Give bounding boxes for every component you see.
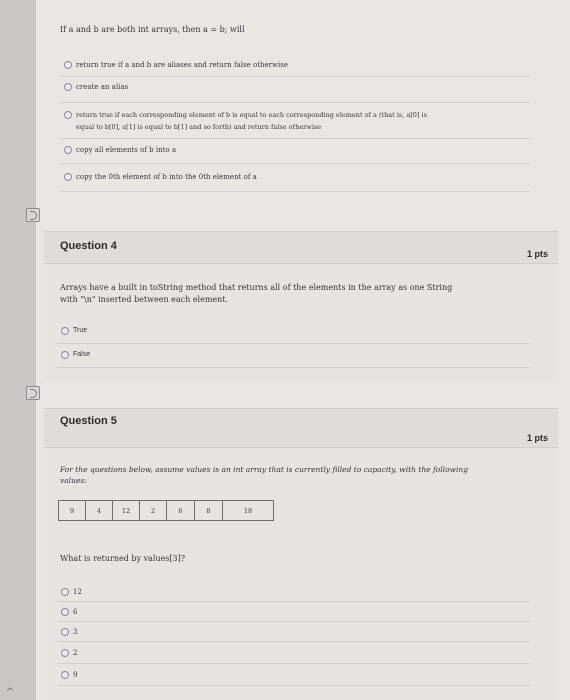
q4-points: 1 pts <box>526 249 548 259</box>
radio-icon[interactable] <box>61 327 69 335</box>
q5-answer-5[interactable] <box>57 664 530 686</box>
q5-answer-3[interactable] <box>57 622 530 642</box>
radio-icon[interactable] <box>61 649 69 657</box>
q5-title: Question 5 <box>60 415 117 427</box>
array-cell: 12 <box>113 501 140 520</box>
q5-answer-4-label: 2 <box>73 649 78 657</box>
q5-answer-1-label: 12 <box>73 588 82 596</box>
array-cell: 8 <box>195 501 223 520</box>
radio-icon[interactable] <box>64 61 72 69</box>
q4-answer-false-label: False <box>73 351 91 358</box>
q3-stem: If a and b are both int arrays, then a = b; will <box>60 25 245 34</box>
array-cell: 9 <box>59 501 86 520</box>
flag-icon[interactable] <box>26 386 40 400</box>
array-cell: 2 <box>140 501 167 520</box>
q3-answer-4-label: copy all elements of b into a <box>76 146 177 154</box>
radio-icon[interactable] <box>61 608 69 616</box>
q5-answer-4[interactable] <box>57 642 530 664</box>
radio-icon[interactable] <box>61 628 69 636</box>
q5-answer-5-label: 9 <box>73 671 78 679</box>
q5-points: 1 pts <box>526 433 548 443</box>
array-cell: 18 <box>243 506 253 515</box>
q5-answer-3-label: 3 <box>73 628 78 636</box>
array-cell: 6 <box>167 501 195 520</box>
q5-answer-1[interactable] <box>57 582 530 602</box>
q5-intro-line1: For the questions below, assume values is an int array that is currently filled to capacity, with the following <box>60 465 469 474</box>
q3-answer-3[interactable] <box>60 103 530 139</box>
q3-answer-4[interactable] <box>60 139 530 164</box>
flag-icon[interactable] <box>26 208 40 222</box>
q5-stem: What is returned by values[3]? <box>60 554 186 563</box>
values-array <box>58 500 274 521</box>
q4-stem-line2: with "\n" inserted between each element. <box>60 295 229 304</box>
q4-answer-false[interactable] <box>57 344 530 368</box>
scroll-up-arrow-icon[interactable]: ^ <box>6 687 15 698</box>
q3-answer-2-label: create an alias <box>76 83 129 91</box>
q4-title: Question 4 <box>60 240 117 252</box>
radio-icon[interactable] <box>64 83 72 91</box>
q3-answer-3-line1: return true if each corresponding element of b is equal to each corresponding element of a (that is, a[0] is <box>76 111 427 119</box>
q5-answer-2-label: 6 <box>73 608 78 616</box>
q3-answer-1[interactable] <box>60 55 530 77</box>
radio-icon[interactable] <box>61 588 69 596</box>
q4-stem-line1: Arrays have a built in toString method that returns all of the elements in the array as one String <box>60 283 453 292</box>
q5-header <box>44 408 558 448</box>
radio-icon[interactable] <box>64 111 72 119</box>
radio-icon[interactable] <box>61 351 69 359</box>
q4-header <box>44 231 558 264</box>
q5-answer-2[interactable] <box>57 602 530 622</box>
q5-intro-line2: values: <box>60 476 87 485</box>
q3-answer-5[interactable] <box>60 164 530 192</box>
radio-icon[interactable] <box>64 146 72 154</box>
q3-answer-5-label: copy the 0th element of b into the 0th element of a <box>76 173 257 181</box>
q4-answer-true-label: True <box>73 327 88 334</box>
q3-answer-1-label: return true if a and b are aliases and return false otherwise <box>76 61 288 69</box>
radio-icon[interactable] <box>64 173 72 181</box>
array-cell: 4 <box>86 501 113 520</box>
q3-answer-3-line2: equal to b[0], a[1] is equal to b[1] and so forth) and return false otherwise <box>76 123 322 131</box>
q3-answer-2[interactable] <box>60 77 530 103</box>
q4-answer-true[interactable] <box>57 318 530 344</box>
radio-icon[interactable] <box>61 671 69 679</box>
